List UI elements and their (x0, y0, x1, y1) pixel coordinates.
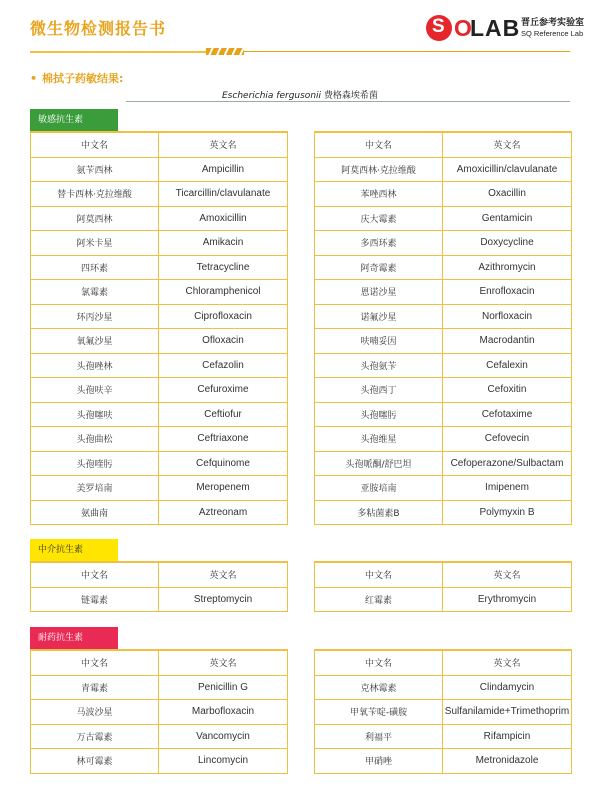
header-divider-right (244, 51, 570, 52)
sensitive-table-left (30, 131, 288, 525)
lab-logo (426, 14, 586, 44)
antibiotic-chinese-name: 马波沙星 (31, 700, 159, 725)
antibiotic-chinese-name: 阿莫西林·克拉维酸 (315, 157, 443, 182)
antibiotic-english-name: Ticarcillin/clavulanate (159, 182, 288, 207)
antibiotic-english-name: Polymyxin B (443, 500, 572, 525)
antibiotic-english-name: Rifampicin (443, 724, 572, 749)
table-row (315, 451, 572, 476)
sensitive-table-right (314, 131, 572, 525)
table-row (315, 378, 572, 403)
antibiotic-english-name: Cefazolin (159, 353, 288, 378)
antibiotic-chinese-name: 头孢维星 (315, 427, 443, 452)
column-header-chinese: 中文名 (31, 132, 159, 157)
table-row (315, 280, 572, 305)
table-row (315, 353, 572, 378)
antibiotic-english-name: Ciprofloxacin (159, 304, 288, 329)
column-header-chinese: 中文名 (315, 132, 443, 157)
table-row (31, 231, 288, 256)
antibiotic-chinese-name: 替卡西林·克拉维酸 (31, 182, 159, 207)
table-row (31, 329, 288, 354)
header-divider-left (30, 51, 206, 53)
table-row (315, 157, 572, 182)
table-row (315, 476, 572, 501)
table-row (31, 378, 288, 403)
table-row (31, 427, 288, 452)
table-row (31, 749, 288, 774)
antibiotic-chinese-name: 亚胺培南 (315, 476, 443, 501)
table-row (31, 500, 288, 525)
antibiotic-english-name: Amikacin (159, 231, 288, 256)
header-divider-stripes (206, 48, 244, 55)
table-header-row (315, 562, 572, 587)
table-row (31, 675, 288, 700)
antibiotic-chinese-name: 头孢噻呋 (31, 402, 159, 427)
bullet-icon: • (30, 72, 38, 85)
antibiotic-chinese-name: 头孢哌酮/舒巴坦 (315, 451, 443, 476)
antibiotic-chinese-name: 甲硝唑 (315, 749, 443, 774)
column-header-english: 英文名 (159, 562, 288, 587)
organism-chinese-name: 费格森埃希菌 (323, 91, 378, 101)
antibiotic-chinese-name: 环丙沙星 (31, 304, 159, 329)
table-row (315, 182, 572, 207)
antibiotic-chinese-name: 氨曲南 (31, 500, 159, 525)
logo-letter-o: O (454, 15, 472, 41)
antibiotic-english-name: Doxycycline (443, 231, 572, 256)
antibiotic-chinese-name: 头孢曲松 (31, 427, 159, 452)
table-row (315, 402, 572, 427)
table-row (31, 353, 288, 378)
antibiotic-english-name: Lincomycin (159, 749, 288, 774)
antibiotic-english-name: Sulfanilamide+Trimethoprim (443, 700, 572, 725)
table-row (315, 500, 572, 525)
antibiotic-chinese-name: 氧氟沙星 (31, 329, 159, 354)
antibiotic-chinese-name: 头孢氨苄 (315, 353, 443, 378)
table-row (315, 700, 572, 725)
antibiotic-english-name: Aztreonam (159, 500, 288, 525)
antibiotic-english-name: Meropenem (159, 476, 288, 501)
antibiotic-chinese-name: 利福平 (315, 724, 443, 749)
antibiotic-chinese-name: 诺氟沙星 (315, 304, 443, 329)
table-row (31, 402, 288, 427)
antibiotic-english-name: Cefoperazone/Sulbactam (443, 451, 572, 476)
table-row (31, 157, 288, 182)
antibiotic-english-name: Ceftiofur (159, 402, 288, 427)
antibiotic-chinese-name: 恩诺沙星 (315, 280, 443, 305)
table-row (315, 329, 572, 354)
antibiotic-english-name: Oxacillin (443, 182, 572, 207)
column-header-english: 英文名 (443, 650, 572, 675)
intermediate-table-right (314, 561, 572, 612)
table-row (31, 182, 288, 207)
antibiotic-chinese-name: 红霉素 (315, 587, 443, 612)
table-row (315, 206, 572, 231)
antibiotic-english-name: Norfloxacin (443, 304, 572, 329)
table-header-row (31, 132, 288, 157)
antibiotic-english-name: Ceftriaxone (159, 427, 288, 452)
intermediate-table-left (30, 561, 288, 612)
antibiotic-chinese-name: 阿奇霉素 (315, 255, 443, 280)
table-row (315, 231, 572, 256)
column-header-chinese: 中文名 (31, 562, 159, 587)
table-row (31, 451, 288, 476)
antibiotic-chinese-name: 头孢喹肟 (31, 451, 159, 476)
antibiotic-chinese-name: 头孢噻肟 (315, 402, 443, 427)
antibiotic-english-name: Amoxicillin/clavulanate (443, 157, 572, 182)
organism-name (222, 88, 378, 101)
antibiotic-english-name: Streptomycin (159, 587, 288, 612)
resistant-badge: 耐药抗生素 (30, 627, 118, 649)
logo-english-name: SQ Reference Lab (521, 29, 584, 38)
table-row (315, 255, 572, 280)
antibiotic-chinese-name: 头孢呋辛 (31, 378, 159, 403)
logo-chinese-name: 晋丘参考实验室 (521, 18, 585, 28)
table-header-row (315, 650, 572, 675)
antibiotic-english-name: Penicillin G (159, 675, 288, 700)
antibiotic-chinese-name: 克林霉素 (315, 675, 443, 700)
table-row (315, 427, 572, 452)
antibiotic-chinese-name: 头孢唑林 (31, 353, 159, 378)
column-header-english: 英文名 (443, 562, 572, 587)
column-header-chinese: 中文名 (315, 562, 443, 587)
antibiotic-chinese-name: 链霉素 (31, 587, 159, 612)
antibiotic-chinese-name: 氨苄西林 (31, 157, 159, 182)
antibiotic-chinese-name: 美罗培南 (31, 476, 159, 501)
organism-underline (126, 101, 570, 102)
resistant-table-left (30, 649, 288, 774)
antibiotic-chinese-name: 呋喃妥因 (315, 329, 443, 354)
logo-letter-s: S (432, 16, 445, 37)
antibiotic-chinese-name: 甲氧苄啶-磺胺 (315, 700, 443, 725)
table-row (31, 255, 288, 280)
antibiotic-english-name: Cefoxitin (443, 378, 572, 403)
antibiotic-chinese-name: 庆大霉素 (315, 206, 443, 231)
antibiotic-chinese-name: 四环素 (31, 255, 159, 280)
antibiotic-english-name: Cefquinome (159, 451, 288, 476)
antibiotic-chinese-name: 多西环素 (315, 231, 443, 256)
antibiotic-chinese-name: 氯霉素 (31, 280, 159, 305)
antibiotic-english-name: Vancomycin (159, 724, 288, 749)
table-row (31, 700, 288, 725)
table-row (315, 587, 572, 612)
antibiotic-english-name: Ampicillin (159, 157, 288, 182)
antibiotic-chinese-name: 青霉素 (31, 675, 159, 700)
logo-lab-text: LAB (470, 15, 521, 41)
antibiotic-english-name: Erythromycin (443, 587, 572, 612)
section-heading-text: 棉拭子药敏结果: (42, 72, 124, 85)
table-row (315, 304, 572, 329)
column-header-english: 英文名 (159, 132, 288, 157)
resistant-table-right (314, 649, 572, 774)
antibiotic-english-name: Gentamicin (443, 206, 572, 231)
antibiotic-english-name: Enrofloxacin (443, 280, 572, 305)
antibiotic-english-name: Cefovecin (443, 427, 572, 452)
antibiotic-chinese-name: 阿莫西林 (31, 206, 159, 231)
antibiotic-english-name: Cefuroxime (159, 378, 288, 403)
antibiotic-english-name: Imipenem (443, 476, 572, 501)
antibiotic-chinese-name: 万古霉素 (31, 724, 159, 749)
sensitive-badge: 敏感抗生素 (30, 109, 118, 131)
column-header-english: 英文名 (443, 132, 572, 157)
antibiotic-chinese-name: 林可霉素 (31, 749, 159, 774)
table-row (31, 476, 288, 501)
column-header-chinese: 中文名 (315, 650, 443, 675)
table-row (315, 724, 572, 749)
table-row (315, 749, 572, 774)
organism-latin-name: Escherichia fergusonii (222, 91, 322, 101)
table-header-row (31, 562, 288, 587)
table-header-row (31, 650, 288, 675)
antibiotic-english-name: Marbofloxacin (159, 700, 288, 725)
antibiotic-english-name: Metronidazole (443, 749, 572, 774)
section-heading (30, 70, 123, 86)
table-row (31, 587, 288, 612)
column-header-chinese: 中文名 (31, 650, 159, 675)
antibiotic-english-name: Macrodantin (443, 329, 572, 354)
table-header-row (315, 132, 572, 157)
column-header-english: 英文名 (159, 650, 288, 675)
table-row (315, 675, 572, 700)
antibiotic-chinese-name: 头孢西丁 (315, 378, 443, 403)
table-row (31, 304, 288, 329)
antibiotic-english-name: Azithromycin (443, 255, 572, 280)
antibiotic-english-name: Cefalexin (443, 353, 572, 378)
antibiotic-english-name: Ofloxacin (159, 329, 288, 354)
antibiotic-english-name: Amoxicillin (159, 206, 288, 231)
antibiotic-chinese-name: 阿米卡星 (31, 231, 159, 256)
table-row (31, 724, 288, 749)
table-row (31, 206, 288, 231)
intermediate-badge: 中介抗生素 (30, 539, 118, 561)
report-title: 微生物检测报告书 (30, 19, 167, 38)
table-row (31, 280, 288, 305)
antibiotic-chinese-name: 多粘菌素B (315, 500, 443, 525)
antibiotic-english-name: Tetracycline (159, 255, 288, 280)
antibiotic-chinese-name: 苯唑西林 (315, 182, 443, 207)
antibiotic-english-name: Clindamycin (443, 675, 572, 700)
antibiotic-english-name: Cefotaxime (443, 402, 572, 427)
antibiotic-english-name: Chloramphenicol (159, 280, 288, 305)
